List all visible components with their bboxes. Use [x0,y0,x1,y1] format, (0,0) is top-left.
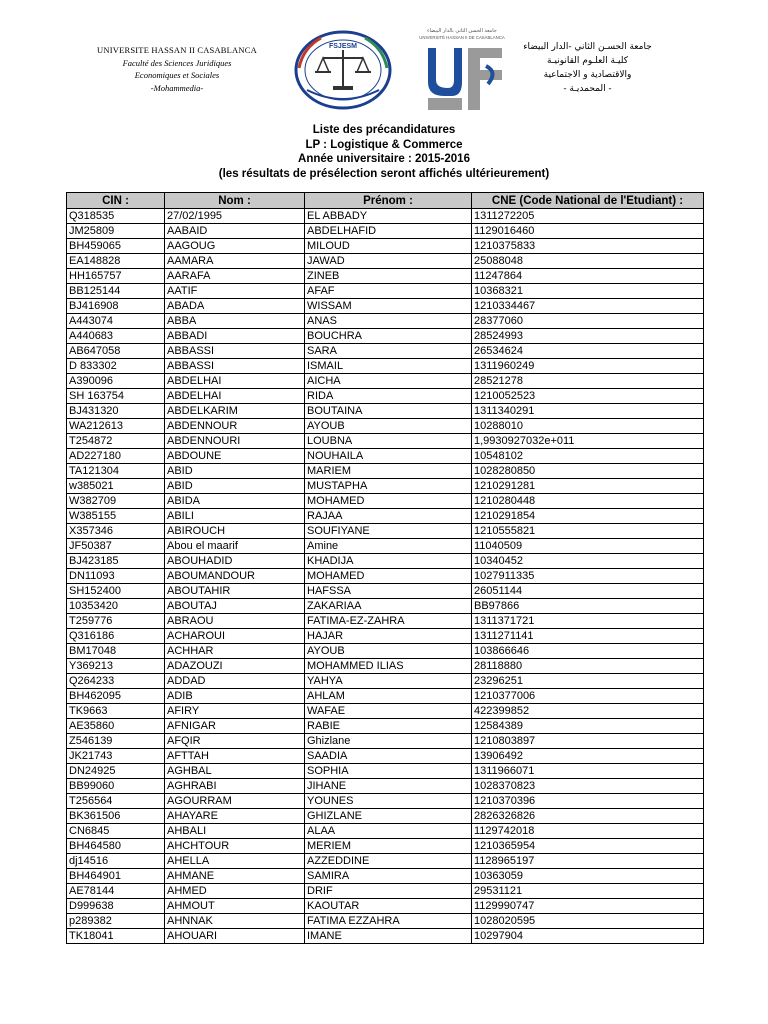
cell-nom: ABBA [165,314,305,329]
cell-prenom: RIDA [305,389,472,404]
cell-cin: TK18041 [67,929,165,944]
cell-cne: 10288010 [472,419,704,434]
cell-nom: AHNNAK [165,914,305,929]
cell-prenom: MOHAMED [305,569,472,584]
cell-cin: BM17048 [67,644,165,659]
cell-cne: 1129990747 [472,899,704,914]
cell-cne: 28521278 [472,374,704,389]
cell-nom: AABAID [165,224,305,239]
cell-cne: 1210370396 [472,794,704,809]
table-row [67,539,704,554]
cell-prenom: Ghizlane [305,734,472,749]
cell-cin: CN6845 [67,824,165,839]
cell-prenom: BOUTAINA [305,404,472,419]
header-cin: CIN : [67,193,165,209]
cell-cin: A390096 [67,374,165,389]
university-line-ar: جامعة الحسـن الثاني -الدار البيضاء [523,42,652,52]
cell-cin: D999638 [67,899,165,914]
cell-nom: ABOUHADID [165,554,305,569]
cell-cin: w385021 [67,479,165,494]
table-row [67,629,704,644]
cell-nom: ABILI [165,509,305,524]
cell-cne: 1210377006 [472,689,704,704]
cell-prenom: RABIE [305,719,472,734]
cell-prenom: SARA [305,344,472,359]
table-row [67,599,704,614]
cell-cin: T256564 [67,794,165,809]
table-row [67,329,704,344]
program-title: LP : Logistique & Commerce [305,138,463,151]
cell-nom: Abou el maarif [165,539,305,554]
cell-nom: AHBALI [165,824,305,839]
cell-prenom: LOUBNA [305,434,472,449]
cell-cin: p289382 [67,914,165,929]
faculty-line-ar: والاقتصادية و الاجتماعية [543,70,632,80]
table-row [67,779,704,794]
table-row [67,869,704,884]
cell-cin: Z546139 [67,734,165,749]
cell-cne: 1210280448 [472,494,704,509]
cell-cin: Y369213 [67,659,165,674]
table-row [67,644,704,659]
uh2-logo-french-text: UNIVERSITÉ HASSAN II DE CASABLANCA [419,35,505,40]
cell-nom: AHMED [165,884,305,899]
cell-cin: Q318535 [67,209,165,224]
cell-prenom: JAWAD [305,254,472,269]
cell-cin: SH 163754 [67,389,165,404]
table-body [67,209,704,944]
cell-prenom: MUSTAPHA [305,479,472,494]
cell-cin: X357346 [67,524,165,539]
header-cne: CNE (Code National de l'Etudiant) : [472,193,704,209]
uh2-logo [418,26,506,112]
cell-cne: 1210291281 [472,479,704,494]
cell-prenom: SOUFIYANE [305,524,472,539]
cell-nom: ABDELHAI [165,389,305,404]
cell-prenom: MERIEM [305,839,472,854]
cell-cne: 1128965197 [472,854,704,869]
cell-cin: BH459065 [67,239,165,254]
cell-cne: 1129016460 [472,224,704,239]
cell-cne: 12584389 [472,719,704,734]
table-row [67,719,704,734]
cell-cin: TK9663 [67,704,165,719]
table-row [67,569,704,584]
table-row [67,899,704,914]
cell-prenom: BOUCHRA [305,329,472,344]
cell-cne: 103866646 [472,644,704,659]
cell-cin: HH165757 [67,269,165,284]
table-row [67,929,704,944]
cell-cin: DN24925 [67,764,165,779]
cell-nom: ABIDA [165,494,305,509]
cell-cne: 1210555821 [472,524,704,539]
table-row [67,659,704,674]
cell-prenom: FATIMA-EZ-ZAHRA [305,614,472,629]
cell-cne: 1028020595 [472,914,704,929]
cell-cne: 28377060 [472,314,704,329]
university-name-french [92,44,262,94]
cell-cne: 13906492 [472,749,704,764]
cell-nom: ABDELKARIM [165,404,305,419]
table-row [67,854,704,869]
fsjesm-seal-logo [293,28,393,110]
cell-nom: ABDELHAI [165,374,305,389]
faculty-line-ar: كليـة العلـوم القانونيـة [547,56,628,66]
cell-prenom: ISMAIL [305,359,472,374]
cell-cin: BB99060 [67,779,165,794]
table-row [67,284,704,299]
cell-cne: 29531121 [472,884,704,899]
cell-nom: AGOURRAM [165,794,305,809]
cell-prenom: MARIEM [305,464,472,479]
cell-prenom: AYOUB [305,419,472,434]
cell-nom: AGHRABI [165,779,305,794]
cell-cin: AD227180 [67,449,165,464]
academic-year: Année universitaire : 2015-2016 [298,153,470,165]
cell-prenom: JIHANE [305,779,472,794]
table-row [67,509,704,524]
cell-nom: ABDENNOUR [165,419,305,434]
cell-prenom: KAOUTAR [305,899,472,914]
cell-prenom: ALAA [305,824,472,839]
cell-cne: 25088048 [472,254,704,269]
table-row [67,524,704,539]
cell-prenom: DRIF [305,884,472,899]
table-row [67,704,704,719]
cell-nom: AHELLA [165,854,305,869]
cell-cin: JM25809 [67,224,165,239]
table-row [67,479,704,494]
cell-nom: ABOUMANDOUR [165,569,305,584]
cell-prenom: SOPHIA [305,764,472,779]
cell-prenom: SAADIA [305,749,472,764]
cell-cin: T254872 [67,434,165,449]
table-row [67,884,704,899]
table-header-row [67,193,704,209]
table-row [67,359,704,374]
header-prenom: Prénom : [305,193,472,209]
cell-cin: AE35860 [67,719,165,734]
cell-cne: 1,9930927032e+011 [472,434,704,449]
cell-cne: 1311271141 [472,629,704,644]
cell-prenom: IMANE [305,929,472,944]
candidates-table [66,192,704,944]
cell-nom: AFTTAH [165,749,305,764]
cell-nom: AFNIGAR [165,719,305,734]
cell-nom: AATIF [165,284,305,299]
cell-cin: 10353420 [67,599,165,614]
cell-cne: 10368321 [472,284,704,299]
cell-prenom: MOHAMMED ILIAS [305,659,472,674]
cell-cne: 11040509 [472,539,704,554]
table-row [67,584,704,599]
cell-cin: AE78144 [67,884,165,899]
fsjesm-logo-text: FSJESM [328,43,358,50]
cell-nom: ABDOUNE [165,449,305,464]
cell-cne: 10548102 [472,449,704,464]
cell-prenom: AYOUB [305,644,472,659]
cell-nom: ABOUTAJ [165,599,305,614]
cell-nom: AAMARA [165,254,305,269]
cell-nom: ABOUTAHIR [165,584,305,599]
cell-nom: 27/02/1995 [165,209,305,224]
cell-cne: 1311272205 [472,209,704,224]
document-titles [0,123,768,181]
cell-prenom: KHADIJA [305,554,472,569]
cell-nom: ABADA [165,299,305,314]
cell-nom: ABRAOU [165,614,305,629]
cell-cne: 422399852 [472,704,704,719]
cell-prenom: ZAKARIAA [305,599,472,614]
cell-nom: AHCHTOUR [165,839,305,854]
cell-cne: 1311960249 [472,359,704,374]
cell-nom: ABDENNOURI [165,434,305,449]
cell-nom: AHAYARE [165,809,305,824]
cell-cin: AB647058 [67,344,165,359]
table-row [67,914,704,929]
cell-cin: W385155 [67,509,165,524]
cell-cne: 1028370823 [472,779,704,794]
cell-cin: A440683 [67,329,165,344]
cell-nom: ADAZOUZI [165,659,305,674]
cell-nom: ADDAD [165,674,305,689]
list-title: Liste des précandidatures [312,124,456,136]
cell-cin: W382709 [67,494,165,509]
table-row [67,689,704,704]
table-row [67,494,704,509]
city-line: -Mohammedia- [150,82,204,93]
cell-cne: 1210334467 [472,299,704,314]
cell-prenom: AFAF [305,284,472,299]
cell-nom: ADIB [165,689,305,704]
cell-cin: BJ423185 [67,554,165,569]
notice: (les résultats de présélection seront affichés ultérieurement) [218,167,550,180]
cell-nom: AFIRY [165,704,305,719]
cell-cin: T259776 [67,614,165,629]
cell-nom: AGHBAL [165,764,305,779]
cell-cne: 28524993 [472,329,704,344]
cell-nom: AHOUARI [165,929,305,944]
table-row [67,269,704,284]
cell-prenom: MILOUD [305,239,472,254]
document-header [0,0,768,118]
cell-prenom: Amine [305,539,472,554]
cell-prenom: MOHAMED [305,494,472,509]
table-row [67,554,704,569]
cell-prenom: YAHYA [305,674,472,689]
faculty-line: Faculté des Sciences Juridiques [122,57,232,68]
cell-cne: 1027911335 [472,569,704,584]
cell-prenom: WISSAM [305,299,472,314]
cell-cin: DN11093 [67,569,165,584]
cell-prenom: ABDELHAFID [305,224,472,239]
cell-cin: JK21743 [67,749,165,764]
table-row [67,314,704,329]
cell-cne: 1311371721 [472,614,704,629]
table-row [67,749,704,764]
cell-cne: 1210365954 [472,839,704,854]
cell-cne: 1210803897 [472,734,704,749]
cell-cne: BB97866 [472,599,704,614]
cell-prenom: GHIZLANE [305,809,472,824]
cell-prenom: ZINEB [305,269,472,284]
cell-nom: AHMANE [165,869,305,884]
cell-prenom: FATIMA EZZAHRA [305,914,472,929]
cell-nom: ABID [165,464,305,479]
cell-cne: 26534624 [472,344,704,359]
cell-cne: 1028280850 [472,464,704,479]
cell-nom: ABBASSI [165,359,305,374]
cell-cne: 10340452 [472,554,704,569]
cell-cin: BH464901 [67,869,165,884]
table-row [67,809,704,824]
table-row [67,614,704,629]
cell-cin: BH462095 [67,689,165,704]
table-row [67,254,704,269]
cell-cin: dj14516 [67,854,165,869]
faculty-line: Economiques et Sociales [134,70,220,80]
table-row [67,224,704,239]
cell-prenom: ANAS [305,314,472,329]
table-row [67,434,704,449]
table-row [67,374,704,389]
university-line: UNIVERSITE HASSAN II CASABLANCA [97,45,257,55]
header-nom: Nom : [165,193,305,209]
cell-cin: BJ431320 [67,404,165,419]
cell-nom: ACHHAR [165,644,305,659]
cell-nom: ABBASSI [165,344,305,359]
cell-cin: BH464580 [67,839,165,854]
cell-nom: AFQIR [165,734,305,749]
table-row [67,209,704,224]
cell-prenom: AICHA [305,374,472,389]
cell-prenom: HAFSSA [305,584,472,599]
cell-prenom: RAJAA [305,509,472,524]
cell-cne: 1311966071 [472,764,704,779]
cell-cne: 2826326826 [472,809,704,824]
cell-nom: ABID [165,479,305,494]
city-line-ar: - المحمديـة - [563,84,612,94]
table-row [67,299,704,314]
cell-prenom: WAFAE [305,704,472,719]
cell-nom: AHMOUT [165,899,305,914]
cell-prenom: AHLAM [305,689,472,704]
cell-cne: 10297904 [472,929,704,944]
cell-nom: ACHAROUI [165,629,305,644]
cell-cne: 11247864 [472,269,704,284]
cell-cne: 1311340291 [472,404,704,419]
table-row [67,389,704,404]
table-row [67,449,704,464]
cell-prenom: NOUHAILA [305,449,472,464]
cell-cne: 1129742018 [472,824,704,839]
cell-cin: Q316186 [67,629,165,644]
cell-cne: 1210375833 [472,239,704,254]
table-row [67,344,704,359]
cell-cne: 28118880 [472,659,704,674]
cell-prenom: SAMIRA [305,869,472,884]
cell-prenom: EL ABBADY [305,209,472,224]
cell-cin: D 833302 [67,359,165,374]
cell-prenom: AZZEDDINE [305,854,472,869]
cell-cne: 1210291854 [472,509,704,524]
cell-nom: ABIROUCH [165,524,305,539]
cell-cin: EA148828 [67,254,165,269]
uh2-logo-arabic-text: جامعة الحسن الثاني بالدار البيضاء [427,28,497,34]
cell-cin: TA121304 [67,464,165,479]
cell-prenom: HAJAR [305,629,472,644]
cell-cin: JF50387 [67,539,165,554]
cell-nom: AAGOUG [165,239,305,254]
cell-cin: BK361506 [67,809,165,824]
table-row [67,734,704,749]
cell-prenom: YOUNES [305,794,472,809]
cell-cin: BJ416908 [67,299,165,314]
table-row [67,794,704,809]
university-name-arabic [520,40,655,96]
table-row [67,464,704,479]
cell-cin: SH152400 [67,584,165,599]
table-row [67,419,704,434]
table-row [67,824,704,839]
cell-cin: BB125144 [67,284,165,299]
cell-cne: 23296251 [472,674,704,689]
table-row [67,839,704,854]
table-row [67,674,704,689]
cell-nom: ABBADI [165,329,305,344]
cell-cin: WA212613 [67,419,165,434]
cell-cne: 10363059 [472,869,704,884]
cell-cin: A443074 [67,314,165,329]
table-row [67,764,704,779]
table-row [67,239,704,254]
cell-cne: 1210052523 [472,389,704,404]
cell-cin: Q264233 [67,674,165,689]
cell-cne: 26051144 [472,584,704,599]
cell-nom: AARAFA [165,269,305,284]
table-row [67,404,704,419]
